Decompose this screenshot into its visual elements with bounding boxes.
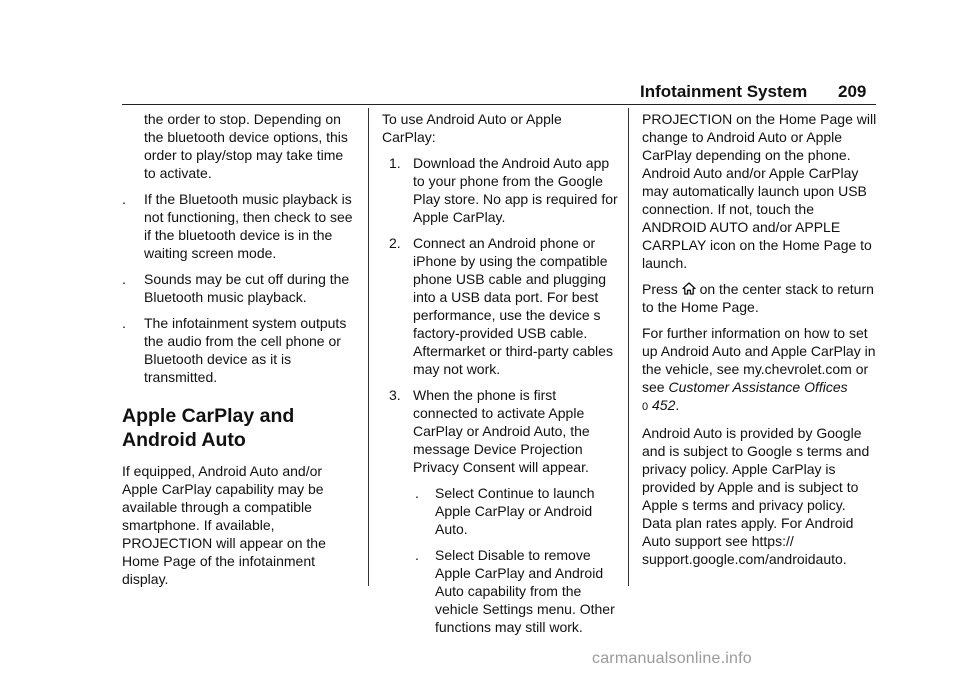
list-item [122,270,356,306]
sub-bullet-text: Select Continue to launch Apple CarPlay or Android Auto. [435,485,595,537]
bullet-mark: . [122,315,126,331]
list-item [122,314,356,386]
step-number: 1. [389,155,401,171]
bullet-mark: . [122,271,126,287]
list-item [382,234,618,378]
further-info-paragraph [642,324,878,416]
press-home-paragraph [642,280,878,316]
step-number: 2. [389,235,401,251]
bullet-text: If the Bluetooth music playback is not functioning, then check to see if the bluetooth device is in the waiting screen mode. [144,191,353,261]
page-reference-number[interactable]: 452 [652,397,676,413]
bullet-mark: . [415,485,419,501]
list-item [382,386,618,476]
header-rule [122,104,876,105]
step-text: Download the Android Auto app to your phone from the Google Play store. No app is required for Apple CarPlay. [413,155,618,225]
home-icon [682,282,696,295]
press-prefix: Press [642,281,678,297]
continued-paragraph: the order to stop. Depending on the bluetooth device options, this order to play/stop may take time to activate. [144,111,348,181]
period: . [675,397,680,413]
step-number: 3. [389,387,401,403]
bullet-mark: . [122,191,126,207]
column-2 [382,110,618,644]
watermark: carmanualsonline.info [592,650,752,667]
intro-paragraph: If equipped, Android Auto and/or Apple CarPlay capability may be available through a compatible smartphone. If available, PROJECTION will appear on the Home Page of the infotainment display. [122,463,326,587]
press-suffix: on the center stack to return to the Home Page. [642,281,874,315]
provider-paragraph: Android Auto is provided by Google and is subject to Google s terms and privacy policy. Apple CarPlay is provided by Apple and is subject to Apple s terms and privacy policy. Data plan rates apply. For Android Auto support see https:// support.google.com/androidauto. [642,425,870,567]
column-divider-2 [628,108,629,586]
list-item [382,484,618,538]
page-reference-icon: 0 [642,401,649,413]
column-divider-1 [368,108,369,586]
column-1 [122,110,356,596]
list-item [382,154,618,226]
section-title-line-1: Apple CarPlay and [122,405,295,427]
bullet-text: The infotainment system outputs the audio from the cell phone or Bluetooth device as it is transmitted. [144,315,347,385]
step-text: When the phone is first connected to activate Apple CarPlay or Android Auto, the message Device Projection Privacy Consent will appear. [413,387,590,475]
page-number: 209 [838,82,867,101]
list-item [122,190,356,262]
section-title [122,404,356,452]
bullet-mark: . [415,547,419,563]
projection-paragraph: PROJECTION on the Home Page will change to Android Auto or Apple CarPlay depending on the phone. Android Auto and/or Apple CarPlay may automatically launch upon USB connection. If not, touch the ANDROID AUTO and/or APPLE CARPLAY icon on the Home Page to launch. [642,111,877,271]
page-header-title: Infotainment System [640,82,808,101]
further-info-text: For further information on how to set up Android Auto and Apple CarPlay in the vehicle, see my.chevrolet.com or see [642,325,876,395]
list-item [382,546,618,636]
steps-lead: To use Android Auto or Apple CarPlay: [382,111,562,145]
cross-reference-link[interactable]: Customer Assistance Offices [668,379,848,395]
bullet-text: Sounds may be cut off during the Bluetooth music playback. [144,271,350,305]
sub-bullet-text: Select Disable to remove Apple CarPlay and Android Auto capability from the vehicle Settings menu. Other functions may still work. [435,547,615,635]
section-title-line-2: Android Auto [122,429,246,451]
column-3 [642,110,878,576]
step-text: Connect an Android phone or iPhone by using the compatible phone USB cable and plugging into a USB data port. For best performance, use the device s factory-provided USB cable. Aftermarket or third-party cables may not work. [413,235,613,377]
